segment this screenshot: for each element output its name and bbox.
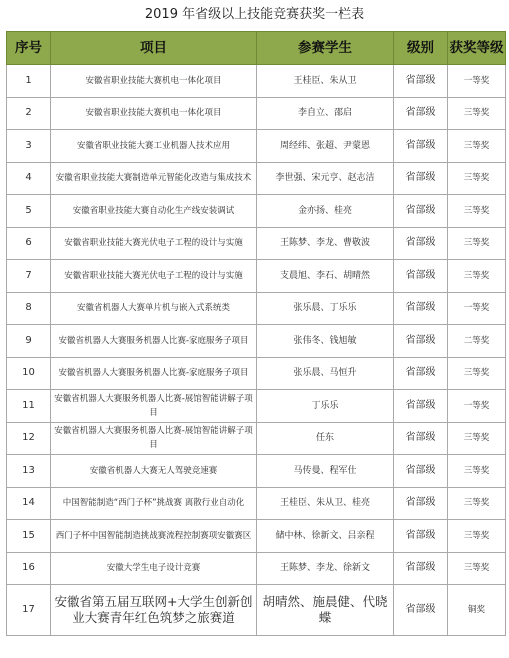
cell-prize: 二等奖	[448, 325, 506, 358]
table-row	[7, 325, 506, 358]
header-project: 项目	[51, 32, 257, 65]
cell-prize: 三等奖	[448, 162, 506, 195]
cell-level: 省部级	[394, 97, 448, 130]
table-row	[7, 357, 506, 390]
cell-prize: 三等奖	[448, 552, 506, 585]
cell-no: 1	[7, 65, 51, 98]
cell-project: 安徽省机器人大赛服务机器人比赛-家庭服务子项目	[51, 357, 257, 390]
cell-students: 张乐晨、马恒升	[257, 357, 394, 390]
cell-students: 张伟冬、钱旭敏	[257, 325, 394, 358]
cell-project: 安徽大学生电子设计竞赛	[51, 552, 257, 585]
table-row	[7, 195, 506, 228]
cell-prize: 三等奖	[448, 520, 506, 553]
award-table	[6, 31, 506, 636]
cell-no: 5	[7, 195, 51, 228]
cell-project: 安徽省职业技能大赛制造单元智能化改造与集成技术	[51, 162, 257, 195]
cell-level: 省部级	[394, 162, 448, 195]
cell-prize: 三等奖	[448, 130, 506, 163]
cell-prize: 一等奖	[448, 390, 506, 423]
cell-prize: 三等奖	[448, 422, 506, 455]
cell-project: 西门子杯中国智能制造挑战赛流程控制赛项安徽赛区	[51, 520, 257, 553]
table-row	[7, 162, 506, 195]
table-row	[7, 130, 506, 163]
cell-no: 8	[7, 292, 51, 325]
table-row	[7, 227, 506, 260]
cell-level: 省部级	[394, 195, 448, 228]
cell-no: 3	[7, 130, 51, 163]
table-row	[7, 487, 506, 520]
cell-prize: 三等奖	[448, 357, 506, 390]
cell-level: 省部级	[394, 260, 448, 293]
cell-no: 9	[7, 325, 51, 358]
cell-project: 安徽省机器人大赛服务机器人比赛-家庭服务子项目	[51, 325, 257, 358]
cell-level: 省部级	[394, 585, 448, 636]
cell-students: 王陈梦、李龙、曹敬波	[257, 227, 394, 260]
cell-project: 安徽省机器人大赛服务机器人比赛-展馆智能讲解子项目	[51, 422, 257, 455]
cell-no: 14	[7, 487, 51, 520]
cell-project: 安徽省机器人大赛无人驾驶竞速赛	[51, 455, 257, 488]
table-row	[7, 97, 506, 130]
cell-level: 省部级	[394, 455, 448, 488]
table-row	[7, 585, 506, 636]
cell-no: 16	[7, 552, 51, 585]
table-row	[7, 520, 506, 553]
cell-no: 4	[7, 162, 51, 195]
table-row	[7, 455, 506, 488]
cell-students: 王桂臣、朱从卫	[257, 65, 394, 98]
cell-project: 安徽省职业技能大赛机电一体化项目	[51, 65, 257, 98]
cell-students: 任东	[257, 422, 394, 455]
cell-no: 15	[7, 520, 51, 553]
cell-students: 周经纬、张超、尹蒙恩	[257, 130, 394, 163]
cell-project: 安徽省机器人大赛服务机器人比赛-展馆智能讲解子项目	[51, 390, 257, 423]
cell-students: 马传曼、程军仕	[257, 455, 394, 488]
cell-prize: 三等奖	[448, 455, 506, 488]
cell-level: 省部级	[394, 227, 448, 260]
cell-no: 13	[7, 455, 51, 488]
cell-project: 安徽省机器人大赛单片机与嵌入式系统类	[51, 292, 257, 325]
cell-level: 省部级	[394, 390, 448, 423]
cell-no: 10	[7, 357, 51, 390]
cell-level: 省部级	[394, 325, 448, 358]
table-row	[7, 260, 506, 293]
cell-project: 安徽省职业技能大赛光伏电子工程的设计与实施	[51, 260, 257, 293]
cell-level: 省部级	[394, 552, 448, 585]
cell-level: 省部级	[394, 422, 448, 455]
cell-no: 11	[7, 390, 51, 423]
cell-level: 省部级	[394, 357, 448, 390]
cell-no: 2	[7, 97, 51, 130]
cell-project: 安徽省职业技能大赛自动化生产线安装调试	[51, 195, 257, 228]
header-level: 级别	[394, 32, 448, 65]
cell-prize: 一等奖	[448, 292, 506, 325]
table-row	[7, 65, 506, 98]
cell-level: 省部级	[394, 487, 448, 520]
cell-no: 12	[7, 422, 51, 455]
cell-students: 金亦扬、桂亮	[257, 195, 394, 228]
table-header	[7, 32, 506, 65]
table-row	[7, 292, 506, 325]
cell-level: 省部级	[394, 520, 448, 553]
header-students: 参赛学生	[257, 32, 394, 65]
cell-project: 安徽省职业技能大赛机电一体化项目	[51, 97, 257, 130]
cell-project: 安徽省职业技能大赛工业机器人技术应用	[51, 130, 257, 163]
cell-students: 支晨旭、李石、胡晴然	[257, 260, 394, 293]
cell-prize: 三等奖	[448, 260, 506, 293]
table-title: 2019 年省级以上技能竞赛获奖一栏表	[144, 7, 365, 22]
cell-students: 胡晴然、施晨健、代晓蝶	[257, 585, 394, 636]
cell-prize: 一等奖	[448, 65, 506, 98]
cell-project: 中国智能制造“西门子杯”挑战赛 离散行业自动化	[51, 487, 257, 520]
header-row	[7, 32, 506, 65]
cell-no: 7	[7, 260, 51, 293]
cell-project: 安徽省职业技能大赛光伏电子工程的设计与实施	[51, 227, 257, 260]
cell-prize: 三等奖	[448, 227, 506, 260]
cell-students: 储中林、徐新文、吕亲程	[257, 520, 394, 553]
table-row	[7, 552, 506, 585]
cell-students: 李自立、邵启	[257, 97, 394, 130]
cell-students: 李世强、宋元亨、赵志洁	[257, 162, 394, 195]
cell-prize: 铜奖	[448, 585, 506, 636]
cell-students: 王陈梦、李龙、徐新文	[257, 552, 394, 585]
cell-level: 省部级	[394, 130, 448, 163]
cell-no: 6	[7, 227, 51, 260]
cell-students: 丁乐乐	[257, 390, 394, 423]
cell-prize: 三等奖	[448, 97, 506, 130]
cell-level: 省部级	[394, 65, 448, 98]
cell-level: 省部级	[394, 292, 448, 325]
cell-students: 张乐晨、丁乐乐	[257, 292, 394, 325]
cell-students: 王桂臣、朱从卫、桂亮	[257, 487, 394, 520]
header-prize: 获奖等级	[448, 32, 506, 65]
cell-project: 安徽省第五届互联网+大学生创新创业大赛青年红色筑梦之旅赛道	[51, 585, 257, 636]
table-row	[7, 390, 506, 423]
header-no: 序号	[7, 32, 51, 65]
cell-no: 17	[7, 585, 51, 636]
cell-prize: 三等奖	[448, 487, 506, 520]
table-body	[7, 65, 506, 636]
cell-prize: 三等奖	[448, 195, 506, 228]
table-row	[7, 422, 506, 455]
